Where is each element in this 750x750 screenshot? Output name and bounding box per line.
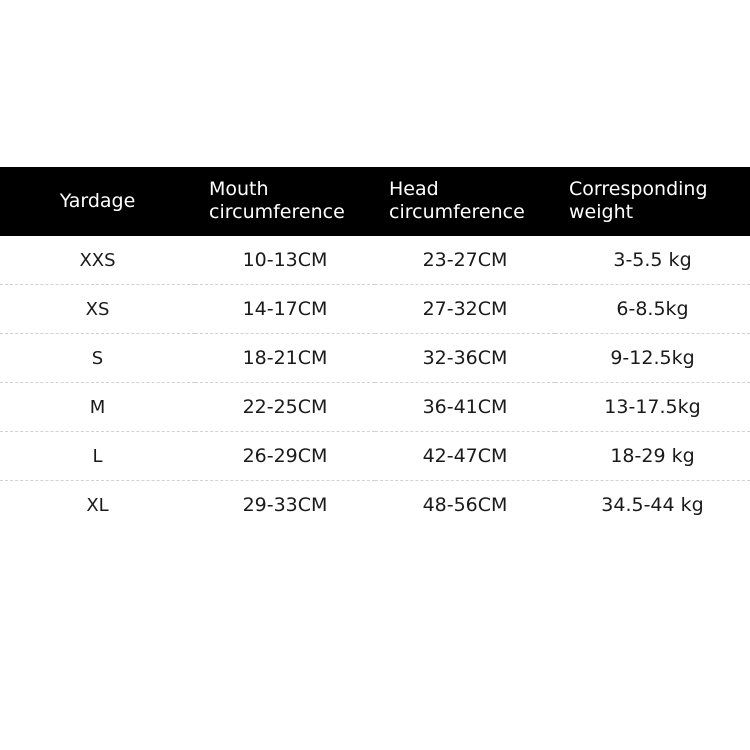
column-header-head-circumference: Head circumference	[375, 167, 555, 236]
cell-mouth-circumference: 29-33CM	[195, 481, 375, 530]
cell-size: XXS	[0, 236, 195, 285]
cell-head-circumference: 36-41CM	[375, 383, 555, 432]
cell-weight: 9-12.5kg	[555, 334, 750, 383]
table-row	[0, 236, 750, 285]
table-row	[0, 285, 750, 334]
cell-size: XS	[0, 285, 195, 334]
cell-mouth-circumference: 10-13CM	[195, 236, 375, 285]
column-header-yardage: Yardage	[0, 167, 195, 236]
cell-size: M	[0, 383, 195, 432]
cell-mouth-circumference: 18-21CM	[195, 334, 375, 383]
cell-head-circumference: 42-47CM	[375, 432, 555, 481]
column-header-corresponding-weight: Corresponding weight	[555, 167, 750, 236]
cell-head-circumference: 48-56CM	[375, 481, 555, 530]
table-row	[0, 383, 750, 432]
cell-weight: 18-29 kg	[555, 432, 750, 481]
table-row	[0, 481, 750, 530]
cell-size: S	[0, 334, 195, 383]
cell-head-circumference: 27-32CM	[375, 285, 555, 334]
table-row	[0, 432, 750, 481]
size-chart-table	[0, 167, 750, 529]
table-header-row	[0, 167, 750, 236]
cell-head-circumference: 32-36CM	[375, 334, 555, 383]
table-body	[0, 236, 750, 529]
table-header	[0, 167, 750, 236]
cell-weight: 13-17.5kg	[555, 383, 750, 432]
cell-size: L	[0, 432, 195, 481]
cell-mouth-circumference: 22-25CM	[195, 383, 375, 432]
cell-weight: 3-5.5 kg	[555, 236, 750, 285]
cell-weight: 6-8.5kg	[555, 285, 750, 334]
cell-mouth-circumference: 26-29CM	[195, 432, 375, 481]
cell-weight: 34.5-44 kg	[555, 481, 750, 530]
cell-size: XL	[0, 481, 195, 530]
table-row	[0, 334, 750, 383]
column-header-mouth-circumference: Mouth circumference	[195, 167, 375, 236]
cell-mouth-circumference: 14-17CM	[195, 285, 375, 334]
cell-head-circumference: 23-27CM	[375, 236, 555, 285]
